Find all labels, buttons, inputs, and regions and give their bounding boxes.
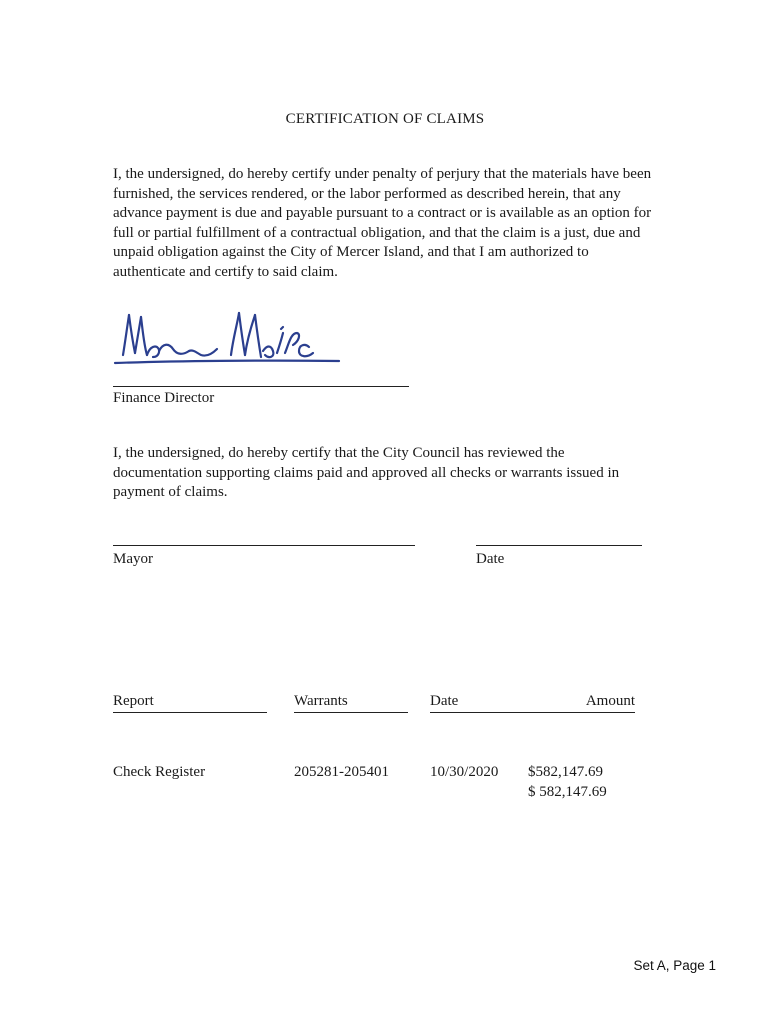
paragraph-line: advance payment is due and payable pursuant to a contract or is available as an option for	[113, 205, 652, 221]
column-header-date: Date	[430, 693, 515, 713]
handwritten-signature	[113, 303, 353, 373]
paragraph-line: unpaid obligation against the City of Mercer Island, and that I am authorized to	[113, 244, 589, 260]
council-certification-paragraph	[113, 444, 673, 503]
claims-table-header	[0, 693, 770, 715]
paragraph-line: I, the undersigned, do hereby certify that the City Council has reviewed the	[113, 445, 565, 461]
certification-paragraph	[113, 165, 673, 282]
column-header-warrants: Warrants	[294, 693, 408, 713]
mayor-signature-line	[113, 545, 415, 546]
cell-warrants: 205281-205401	[294, 764, 389, 780]
finance-director-signature-line	[113, 386, 409, 387]
cell-date: 10/30/2020	[430, 764, 499, 780]
paragraph-line: payment of claims.	[113, 484, 228, 500]
cell-amount: $582,147.69	[528, 764, 603, 780]
date-label: Date	[476, 551, 505, 567]
document-title: CERTIFICATION OF CLAIMS	[285, 111, 485, 127]
total-amount: $ 582,147.69	[528, 784, 607, 800]
mayor-label: Mayor	[113, 551, 153, 567]
paragraph-line: furnished, the services rendered, or the labor performed as described herein, that any	[113, 185, 621, 202]
paragraph-line: full or partial fulfillment of a contractual obligation, and that the claim is a just, due and	[113, 224, 641, 241]
paragraph-line: documentation supporting claims paid and approved all checks or warrants issued in	[113, 464, 620, 481]
date-signature-line	[476, 545, 642, 546]
paragraph-line: authenticate and certify to said claim.	[113, 263, 338, 280]
cell-report: Check Register	[113, 764, 206, 780]
paragraph-line: I, the undersigned, do hereby certify under penalty of perjury that the materials have been	[113, 166, 652, 182]
column-header-amount: Amount	[515, 693, 635, 713]
page-footer: Set A, Page 1	[633, 958, 716, 973]
finance-director-label: Finance Director	[113, 390, 215, 406]
column-header-report: Report	[113, 693, 267, 713]
